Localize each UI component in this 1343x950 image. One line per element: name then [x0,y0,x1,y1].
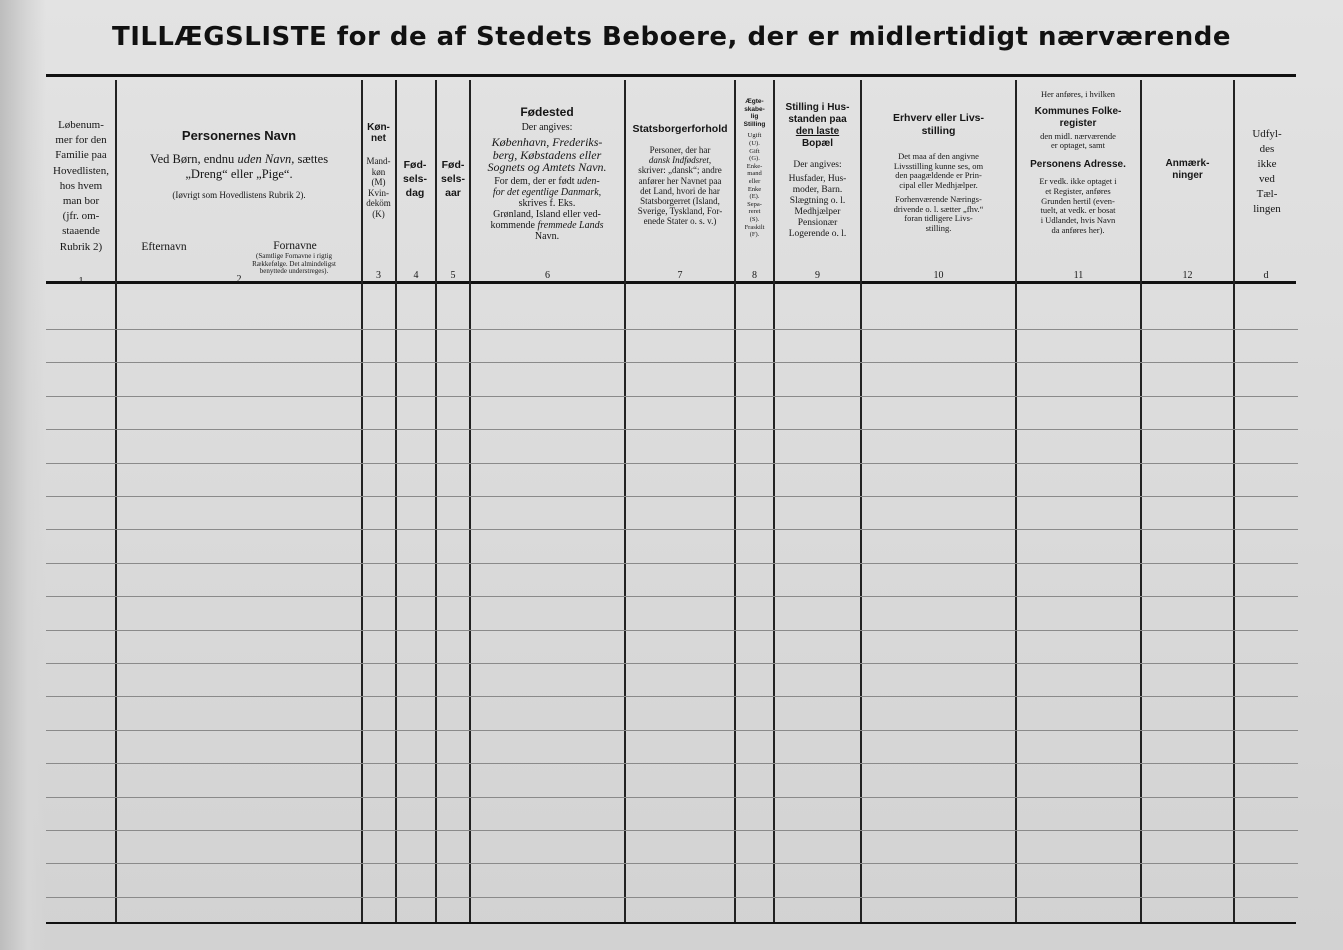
col11-header [1017,90,1139,235]
col-d-line: ikke [1257,158,1277,170]
col8-heading-line: skabe- [744,105,765,113]
col3-line: Kvin- [368,187,389,198]
col-divider-11 [1140,80,1142,922]
col6-line-f: Navn. [534,230,560,242]
col3-line: deköm [366,198,391,208]
ruled-row-line [46,529,1298,530]
col1-header [46,118,116,255]
col8-line: Ugift [747,132,762,140]
col2-line1-a: Ved Børn, endnu [149,152,235,166]
col6-line-c: skrives f. Eks. [518,197,576,209]
ruled-row-line [46,563,1298,564]
col6-line-a [471,176,623,187]
col2-heading: Personernes Navn [181,128,297,143]
col6-line-e [471,220,623,231]
col6-line-a-text: For dem, der er født [494,175,575,187]
col2-firstnames-label: Fornavne [273,240,317,252]
col9-line: Slægtning o. l. [789,196,846,206]
col11-line: et Register, anføres [1045,185,1111,196]
col7-line: skriver: „dansk“; andre [638,165,722,176]
col9-header [775,102,860,240]
col2-line1-b: uden Navn, [237,152,295,166]
col4-heading: Fød-sels-dag [403,159,427,199]
col9-sub: Der angives: [793,160,842,170]
col10-line: Livsstilling kunne ses, om [893,160,984,171]
col10-heading-line: Erhverv eller Livs- [892,112,985,124]
col-number-10: 10 [933,270,944,281]
col-number-4: 4 [413,270,419,281]
col9-heading-line: den laste [795,126,840,137]
col7-header [626,123,734,227]
col1-line: Rubrik 2) [59,240,103,253]
col1-line: mer for den [55,134,107,147]
col8-line: mand [747,170,762,178]
col2-header [118,128,360,200]
col7-line: Statsborgerret (Island, [640,196,720,207]
ruled-row-line [46,429,1298,430]
ruled-row-line [46,396,1298,397]
ruled-row-line [46,863,1298,864]
col-number-12: 12 [1182,270,1193,281]
col6-italic-line: Sognets og Amtets Navn. [487,160,607,174]
col6-italic-line: berg, Købstadens eller [492,147,602,162]
col1-line: man bor [62,195,100,208]
col-number-d: d [1263,270,1269,281]
ruled-row-line [46,830,1298,831]
col-number-11: 11 [1073,270,1084,281]
col7-line: Sverige, Tyskland, For- [637,206,723,217]
col8-header [736,98,773,239]
col-d-line: ved [1259,173,1275,185]
col3-heading: Køn-net [367,122,390,144]
col3-line: Mand- [366,156,391,166]
col2-firstnames-note: (Samtlige Fornavne i rigtig Rækkefølge. Det almindeligst benyttede understreges). [252,252,336,275]
col7-heading: Statsborgerforhold [632,123,728,135]
col11-top: Her anføres, i hvilken [1040,89,1116,99]
col1-line: Hovedlisten, [53,164,109,177]
col-d-line: Udfyl- [1252,128,1282,140]
col9-line: Logerende o. l. [788,229,847,239]
col2-line1-c: sættes [297,152,329,166]
col1-line: staaende [62,225,100,238]
col9-line: moder, Barn. [792,185,843,195]
col9-heading-line: Bopæl [801,138,834,149]
col6-line-e-italic: fremmede Lands [537,219,604,231]
col3-line: køn [371,166,386,177]
col9-line: Husfader, Hus- [788,174,847,184]
col8-line: (U). [749,139,760,147]
ruled-row-line [46,663,1298,664]
col7-line: Personer, der har [649,145,711,155]
col6-line-e-text: kommende [490,219,535,231]
col-divider-12 [1233,80,1235,922]
col-d-line: lingen [1253,203,1281,215]
col9-heading-line: standen paa [788,114,847,125]
col8-line: (S). [749,215,760,223]
ruled-row-line [46,496,1298,497]
ruled-row-line [46,730,1298,731]
form-title: TILLÆGSLISTE for de af Stedets Beboere, der er midlertidigt nærværende [111,22,1232,52]
col-number-1: 1 [78,276,84,287]
col11-line: Grunden hertil (even- [1041,195,1115,206]
col-d-line: des [1259,143,1275,155]
col10-line: Forhenværende Nærings- [895,193,982,204]
col6-header [471,105,623,242]
col11-heading-line: register [1059,117,1097,129]
col-divider-4 [435,80,437,922]
ruled-row-line [46,463,1298,464]
col3-header [362,122,395,219]
col11-mid: er optaget, samt [1050,140,1106,151]
col8-line: Enke- [746,162,763,170]
col8-heading-line: Stilling [743,120,766,128]
col7-line: dansk Indfødsret, [648,155,712,166]
col11-line: tuelt, at vedk. er bosat [1040,205,1116,216]
col8-line: (G). [749,155,760,163]
col8-line: Gift [749,147,760,155]
col8-line: Fraskilt [744,223,765,231]
col1-line: Familie paa [55,149,107,162]
col2-surname-label: Efternavn [141,241,187,253]
col11-line: Er vedk. ikke optaget i [1039,176,1117,187]
col8-line: eller [748,177,761,185]
col10-line: cipal eller Medhjælper. [899,180,978,191]
col-number-3: 3 [376,270,381,281]
bottom-rule [46,922,1296,924]
col11-line: da anføres her). [1051,224,1105,235]
col11-heading2: Personens Adresse. [1030,159,1126,171]
top-rule [46,74,1296,77]
col1-line: (jfr. om- [62,210,100,223]
col-number-9: 9 [815,270,820,281]
col6-line-a-italic: uden- [576,175,600,187]
col-number-7: 7 [677,270,683,281]
col6-line-b: for det egentlige Danmark, [492,186,602,198]
ruled-row-line [46,630,1298,631]
col12-header [1142,158,1233,182]
col-number-2: 2 [236,274,242,285]
col7-line: enede Stater o. s. v.) [643,216,717,227]
col9-line: Pensionær [797,218,838,228]
col8-line: (E). [749,193,760,201]
col11-mid: den midl. nærværende [1040,130,1116,141]
ruled-row-line [46,897,1298,898]
col-divider-3 [395,80,397,922]
col6-italic-line: København, Frederiks- [491,135,603,149]
col10-line: stilling. [925,222,952,233]
col5-heading: Fød-sels-aar [441,159,465,199]
col12-heading-line: ninger [1172,170,1203,181]
col8-line: (F). [749,231,760,239]
col10-header [862,112,1015,234]
col2-line2: „Dreng“ eller „Pige“. [185,167,293,181]
col12-heading-line: Anmærk- [1165,158,1210,169]
ruled-row-line [46,696,1298,697]
ruled-row-line [46,797,1298,798]
page-edge-shadow [0,0,46,950]
col8-line: Enke [747,185,762,193]
col8-line: Sepa- [747,200,762,208]
col8-heading-line: lig [750,113,759,121]
col-number-6: 6 [545,270,550,281]
col8-heading-line: Ægte- [745,98,764,105]
col6-heading: Fødested [520,105,574,119]
col-d-header [1236,127,1298,217]
col-number-5: 5 [450,270,456,281]
ruled-row-line [46,362,1298,363]
col1-line: Løbenum- [58,119,104,131]
col3-line: (M) [371,177,386,187]
col10-line: drivende o. l. sætter „fhv.“ [893,203,984,214]
col1-line: hos hvem [59,179,103,192]
col6-line-d: Grønland, Island eller ved- [493,208,601,220]
col2-note: (Iøvrigt som Hovedlistens Rubrik 2). [172,190,306,200]
col10-line: foran tidligere Livs- [904,213,973,224]
col8-line: reret [748,208,761,216]
col-d-line: Tæl- [1256,188,1278,200]
col10-line: den paagældende er Prin- [895,170,982,181]
col-number-8: 8 [752,270,757,281]
col6-sub: Der angives: [521,122,573,133]
col10-line: Det maa af den angivne [898,151,979,161]
col2-line1 [118,152,360,167]
col3-line: (K) [372,208,385,219]
col9-heading-line: Stilling i Hus- [785,102,850,113]
col10-heading-line: stilling [921,125,956,137]
col11-heading-line: Kommunes Folke- [1034,105,1122,117]
ruled-row-line [46,763,1298,764]
col7-line: det Land, hvori de har [640,185,720,196]
ruled-row-line [46,596,1298,597]
col11-line: i Udlandet, hvis Navn [1040,214,1116,225]
col9-line: Medhjælper [794,207,841,217]
col7-line: anfører her Navnet paa [638,175,722,186]
ruled-row-line [46,329,1298,330]
